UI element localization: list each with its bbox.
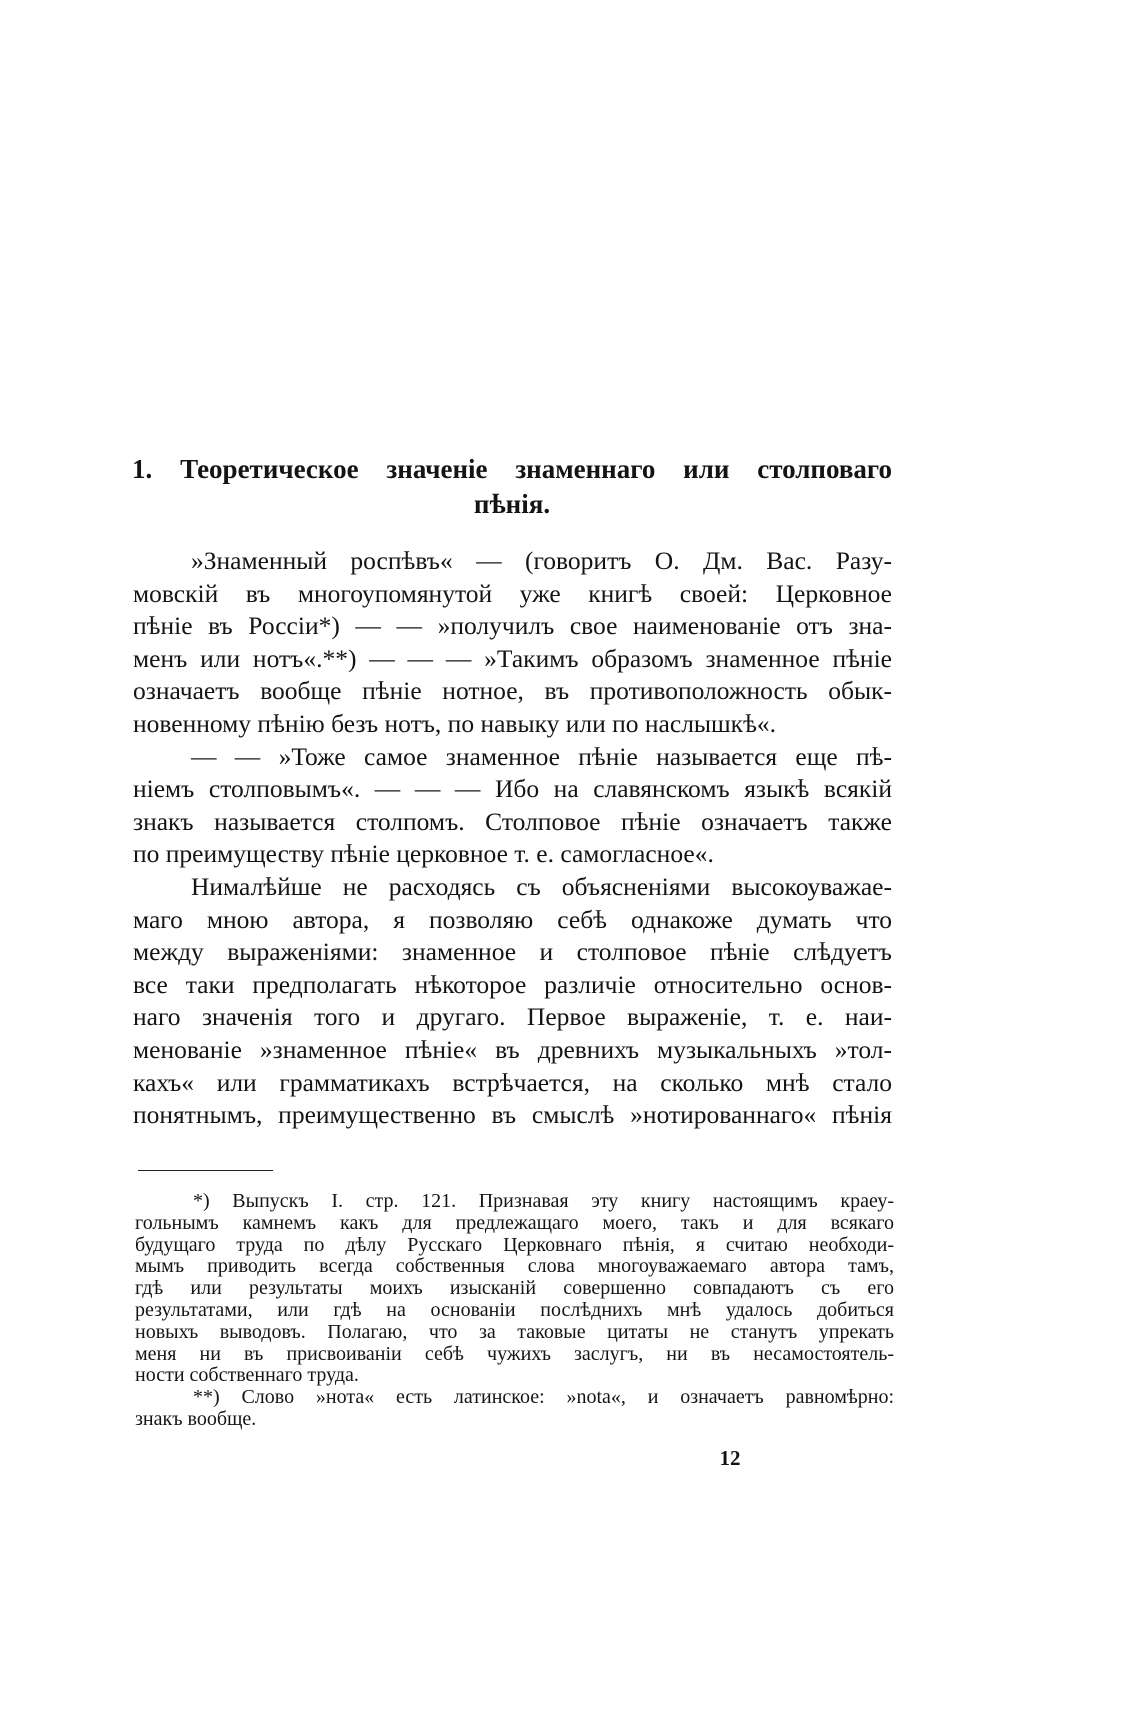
page-number: 12 bbox=[719, 1446, 741, 1470]
text-line: менъ или нотъ«.**) — — — »Такимъ образомъ знаменное пѣніе bbox=[133, 643, 892, 673]
text-line: понятнымъ, преимущественно въ смыслѣ »нотированнаго« пѣнія bbox=[133, 1100, 892, 1130]
text-line: Нималѣйше не расходясь съ объясненіями высокоуважае- bbox=[191, 871, 892, 901]
text-line: новенному пѣнію безъ нотъ, по навыку или по наслышкѣ«. bbox=[133, 708, 777, 738]
text-line: между выраженіями: знаменное и столповое пѣніе слѣдуетъ bbox=[133, 937, 892, 967]
paragraph-2 bbox=[133, 741, 892, 871]
footnote-divider bbox=[138, 1170, 273, 1171]
footnote-line: гдѣ или результаты моихъ изысканій совершенно совпадаютъ съ его bbox=[135, 1277, 894, 1300]
footnote-line: новыхъ выводовъ. Полагаю, что за таковые цитаты не станутъ упрекать bbox=[135, 1320, 894, 1343]
footnotes bbox=[135, 1191, 894, 1431]
footnote-line: знакъ вообще. bbox=[135, 1407, 257, 1430]
footnote-line: *) Выпускъ I. стр. 121. Признавая эту книгу настоящимъ краеу- bbox=[193, 1190, 894, 1212]
footnote-line: гольнымъ камнемъ какъ для предлежащаго моего, такъ и для всякаго bbox=[135, 1211, 894, 1234]
text-line: мовскій въ многоупомянутой уже книгѣ своей: Церковное bbox=[133, 578, 892, 608]
main-text bbox=[133, 545, 892, 1132]
footnote-1 bbox=[135, 1191, 894, 1387]
text-line: пѣніе въ Россіи*) — — »получилъ свое наименованіе отъ зна- bbox=[133, 611, 892, 641]
text-line: маго мною автора, я позволяю себѣ однакоже думать что bbox=[133, 904, 892, 934]
footnote-line: ности собственнаго труда. bbox=[135, 1364, 359, 1387]
text-line: менованіе »знаменное пѣніе« въ древнихъ музыкальныхъ »тол- bbox=[133, 1034, 892, 1064]
text-line: все таки предполагать нѣкоторое различіе относительно основ- bbox=[133, 969, 892, 999]
text-line: кахъ« или грамматикахъ встрѣчается, на сколько мнѣ стало bbox=[133, 1067, 892, 1097]
footnote-line: будущаго труда по дѣлу Русскаго Церковнаго пѣнія, я считаю необходи- bbox=[135, 1233, 894, 1256]
footnote-2 bbox=[135, 1387, 894, 1431]
section-heading bbox=[132, 452, 892, 522]
paragraph-3 bbox=[133, 871, 892, 1132]
text-line: — — »Тоже самое знаменное пѣніе называется еще пѣ- bbox=[191, 741, 892, 771]
text-line: по преимуществу пѣніе церковное т. е. самогласное«. bbox=[133, 839, 714, 869]
text-line: означаетъ вообще пѣніе нотное, въ противоположность обык- bbox=[133, 676, 892, 706]
text-line: ніемъ столповымъ«. — — — Ибо на славянскомъ языкѣ всякій bbox=[133, 774, 892, 804]
footnote-line: мымъ приводить всегда собственныя слова многоуважаемаго автора тамъ, bbox=[135, 1255, 894, 1278]
heading-line-1: 1. Теоретическое значеніе знаменнаго или столповаго bbox=[132, 454, 892, 484]
footnote-line: **) Слово »нота« есть латинское: »nota«, и означаетъ равномѣрно: bbox=[193, 1386, 894, 1409]
text-line: наго значенія того и другаго. Первое выраженіе, т. е. наи- bbox=[133, 1002, 892, 1032]
footnote-line: результатами, или гдѣ на основаніи послѣднихъ мнѣ удалось добиться bbox=[135, 1298, 894, 1321]
heading-line-2: пѣнія. bbox=[473, 489, 551, 519]
text-line: »Знаменный роспѣвъ« — (говоритъ О. Дм. Вас. Разу- bbox=[191, 546, 892, 575]
footnote-line: меня ни въ присвоиваніи себѣ чужихъ заслугъ, ни въ несамостоятель- bbox=[135, 1342, 894, 1365]
paragraph-1 bbox=[133, 545, 892, 741]
text-line: знакъ называется столпомъ. Столповое пѣніе означаетъ также bbox=[133, 806, 892, 836]
